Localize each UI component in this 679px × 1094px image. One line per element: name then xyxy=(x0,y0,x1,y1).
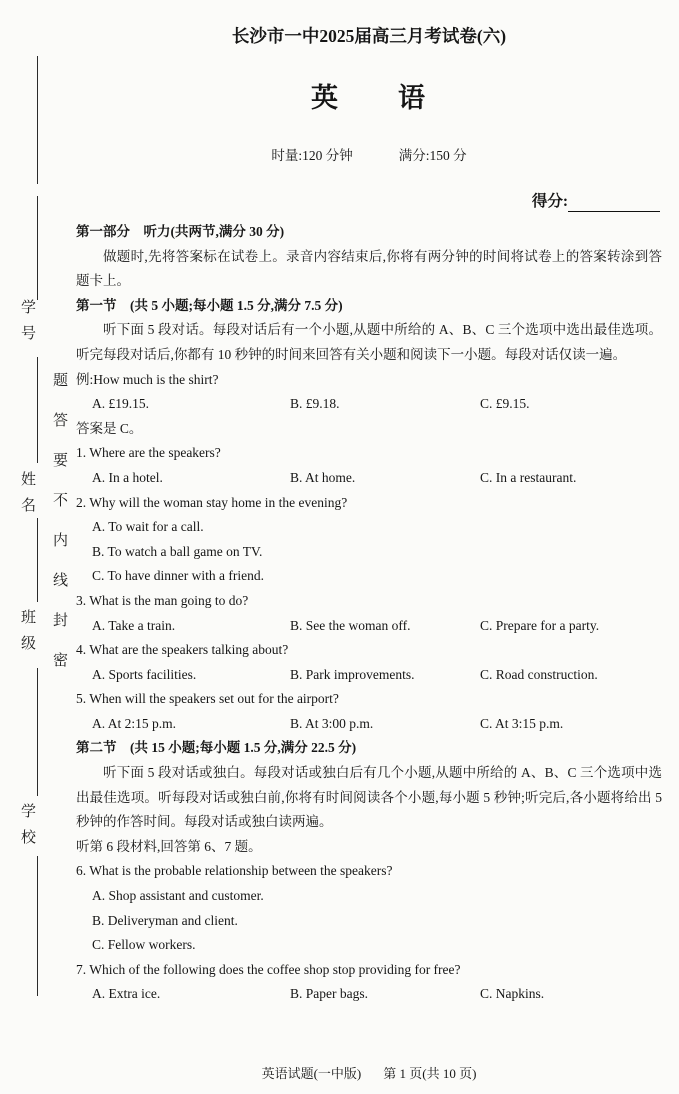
example-question: 例:How much is the shirt? xyxy=(76,371,219,387)
option-c: C. Road construction. xyxy=(480,666,598,682)
seal-field-class: 班级 xyxy=(19,609,35,661)
question-3 xyxy=(76,589,662,638)
question-options xyxy=(76,712,662,737)
option-c: C. In a restaurant. xyxy=(480,469,577,485)
question-text: 5. When will the speakers set out for the airport? xyxy=(76,691,339,707)
option-b: B. At 3:00 p.m. xyxy=(290,715,374,731)
score-label: 得分: xyxy=(531,193,568,210)
option-b: B. £9.18. xyxy=(290,396,340,412)
exam-meta xyxy=(76,147,662,164)
question-5 xyxy=(76,687,662,736)
question-options xyxy=(76,515,662,589)
subject-title: 英 语 xyxy=(311,83,427,113)
score-row xyxy=(76,190,662,212)
seal-blank-line xyxy=(37,518,38,602)
part1-intro: 做题时,先将答案标在试卷上。录音内容结束后,你将有两分钟的时间将试卷上的答案转涂到答题卡上。 xyxy=(76,248,662,289)
section1-intro: 听下面 5 段对话。每段对话后有一个小题,从题中所给的 A、B、C 三个选项中选出最佳选项。听完每段对话后,你都有 10 秒钟的时间来回答有关小题和阅读下一小题。每段对话仅读一遍。 xyxy=(76,322,662,362)
question-text: 7. Which of the following does the coffee shop stop providing for free? xyxy=(76,961,461,977)
option-c: C. £9.15. xyxy=(480,396,530,412)
question-options xyxy=(76,663,662,688)
duration-label: 时量:120 分钟 xyxy=(271,148,353,163)
question-options xyxy=(76,614,662,639)
question-4 xyxy=(76,638,662,687)
option-a: A. Take a train. xyxy=(92,617,176,633)
score-blank-line xyxy=(568,191,660,212)
option-a: A. Extra ice. xyxy=(92,986,161,1002)
option-a: A. At 2:15 p.m. xyxy=(92,715,177,731)
exam-content xyxy=(76,0,662,1007)
option-c: C. Prepare for a party. xyxy=(480,617,600,633)
footer-paper-name: 英语试题(一中版) xyxy=(261,1066,362,1081)
footer-page-number: 第 1 页(共 10 页) xyxy=(383,1066,477,1081)
section1-heading: 第一节 (共 5 小题;每小题 1.5 分,满分 7.5 分) xyxy=(76,297,343,313)
page-footer xyxy=(76,1064,662,1084)
question-7 xyxy=(76,958,662,1007)
part1-heading: 第一部分 听力(共两节,满分 30 分) xyxy=(76,224,285,239)
exam-title: 长沙市一中2025届高三月考试卷(六) xyxy=(231,26,507,46)
seal-field-school: 学校 xyxy=(19,803,35,855)
option-a: A. To wait for a call. xyxy=(92,519,204,535)
section2-heading: 第二节 (共 15 小题;每小题 1.5 分,满分 22.5 分) xyxy=(76,740,357,756)
question-2 xyxy=(76,491,662,589)
option-a: A. Sports facilities. xyxy=(92,666,197,682)
question-text: 6. What is the probable relationship between the speakers? xyxy=(76,863,393,879)
option-a: A. In a hotel. xyxy=(92,469,163,485)
question-options xyxy=(76,884,662,958)
option-c: C. Napkins. xyxy=(480,986,545,1002)
seal-field-student-number: 学号 xyxy=(19,299,35,351)
seal-field-name: 姓名 xyxy=(19,471,35,523)
question-6 xyxy=(76,859,662,957)
option-c: C. To have dinner with a friend. xyxy=(92,568,265,584)
question-text: 1. Where are the speakers? xyxy=(76,445,221,461)
question-text: 4. What are the speakers talking about? xyxy=(76,642,289,658)
option-b: B. To watch a ball game on TV. xyxy=(92,543,263,559)
section2-intro: 听下面 5 段对话或独白。每段对话或独白后有几个小题,从题中所给的 A、B、C 三个选项中选出最佳选项。听每段对话或独白前,你将有时间阅读各个小题,每小题 5 秒钟;听完后,各小题将给出 5 秒钟的作答时间。每段对话或独白读两遍。 xyxy=(76,765,662,830)
seal-blank-line xyxy=(37,856,38,996)
option-c: C. Fellow workers. xyxy=(92,937,196,953)
question-text: 3. What is the man going to do? xyxy=(76,592,249,608)
option-b: B. At home. xyxy=(290,469,356,485)
seal-blank-line xyxy=(37,56,38,184)
question-options xyxy=(76,466,662,491)
material-note: 听第 6 段材料,回答第 6、7 题。 xyxy=(76,838,262,854)
seal-blank-line xyxy=(37,357,38,463)
example-answer: 答案是 C。 xyxy=(76,420,143,436)
seal-blank-line xyxy=(37,668,38,796)
question-text: 2. Why will the woman stay home in the evening? xyxy=(76,494,348,510)
option-b: B. Deliveryman and client. xyxy=(92,912,238,928)
option-a: A. Shop assistant and customer. xyxy=(92,888,264,904)
full-score-label: 满分:150 分 xyxy=(398,148,467,163)
question-1 xyxy=(76,441,662,490)
option-b: B. Paper bags. xyxy=(290,986,368,1002)
question-options xyxy=(76,982,662,1007)
seal-blank-line xyxy=(37,196,38,300)
option-a: A. £19.15. xyxy=(92,396,149,412)
option-c: C. At 3:15 p.m. xyxy=(480,715,564,731)
option-b: B. See the woman off. xyxy=(290,617,411,633)
seal-phrase-text: 题答要不内线封密 xyxy=(51,372,67,692)
option-b: B. Park improvements. xyxy=(290,666,415,682)
example-options xyxy=(76,392,662,417)
